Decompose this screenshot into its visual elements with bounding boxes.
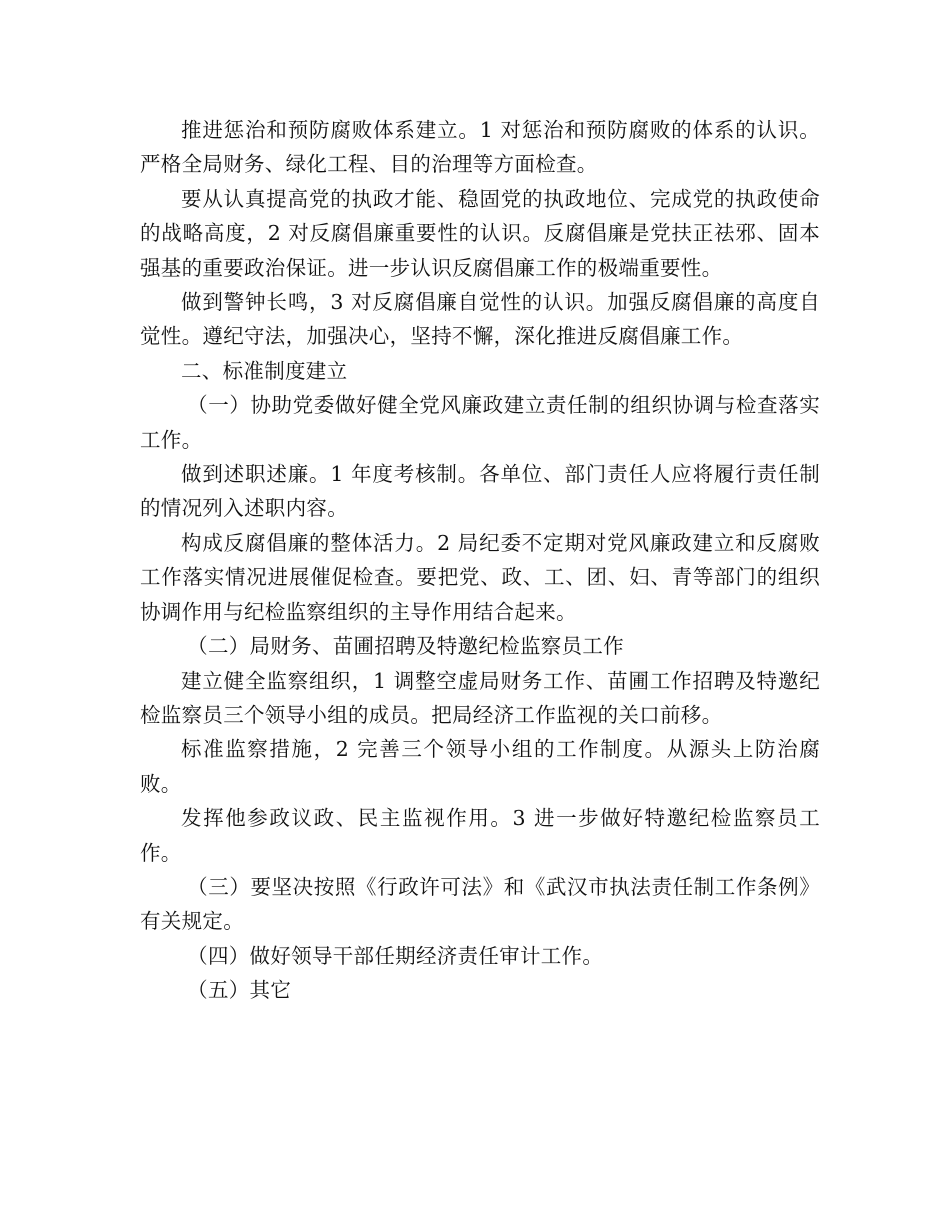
paragraph-supervision-measures: 标准监察措施，2 完善三个领导小组的工作制度。从源头上防治腐败。 bbox=[140, 737, 820, 796]
section-heading-standards: 二、标准制度建立 bbox=[181, 358, 348, 383]
subsection-two-heading: （二）局财务、苗圃招聘及特邀纪检监察员工作 bbox=[187, 634, 624, 659]
subsection-four-heading: （四）做好领导干部任期经济责任审计工作。 bbox=[187, 943, 604, 968]
subsection-five-heading: （五）其它 bbox=[187, 978, 292, 1003]
paragraph-overall-vitality: 构成反腐倡廉的整体活力。2 局纪委不定期对党风廉政建立和反腐败工作落实情况进展催促检查。要把党、政、工、团、妇、青等部门的组织协调作用与纪检监察组织的主导作用结合起来。 bbox=[140, 530, 820, 624]
paragraph-report-duty: 做到述职述廉。1 年度考核制。各单位、部门责任人应将履行责任制的情况列入述职内容。 bbox=[140, 462, 820, 521]
paragraph-supervision-organization: 建立健全监察组织，1 调整空虚局财务工作、苗圃工作招聘及特邀纪检监察员三个领导小组的成员。把局经济工作监视的关口前移。 bbox=[140, 668, 820, 727]
document-body bbox=[140, 113, 820, 1008]
paragraph-system-recognition: 推进惩治和预防腐败体系建立。1 对惩治和预防腐败的体系的认识。严格全局财务、绿化工程、目的治理等方面检查。 bbox=[140, 118, 820, 177]
subsection-one-heading: （一）协助党委做好健全党风廉政建立责任制的组织协调与检查落实工作。 bbox=[140, 393, 820, 452]
paragraph-supervision-role: 发挥他参政议政、民主监视作用。3 进一步做好特邀纪检监察员工作。 bbox=[140, 806, 820, 865]
subsection-three-heading: （三）要坚决按照《行政许可法》和《武汉市执法责任制工作条例》有关规定。 bbox=[140, 874, 820, 934]
paragraph-consciousness-recognition: 做到警钟长鸣，3 对反腐倡廉自觉性的认识。加强反腐倡廉的高度自觉性。遵纪守法，加强决心，坚持不懈，深化推进反腐倡廉工作。 bbox=[140, 290, 820, 349]
paragraph-importance-recognition: 要从认真提高党的执政才能、稳固党的执政地位、完成党的执政使命的战略高度，2 对反腐倡廉重要性的认识。反腐倡廉是党扶正祛邪、固本强基的重要政治保证。进一步认识反腐倡廉工作的极端重要性。 bbox=[140, 186, 820, 280]
